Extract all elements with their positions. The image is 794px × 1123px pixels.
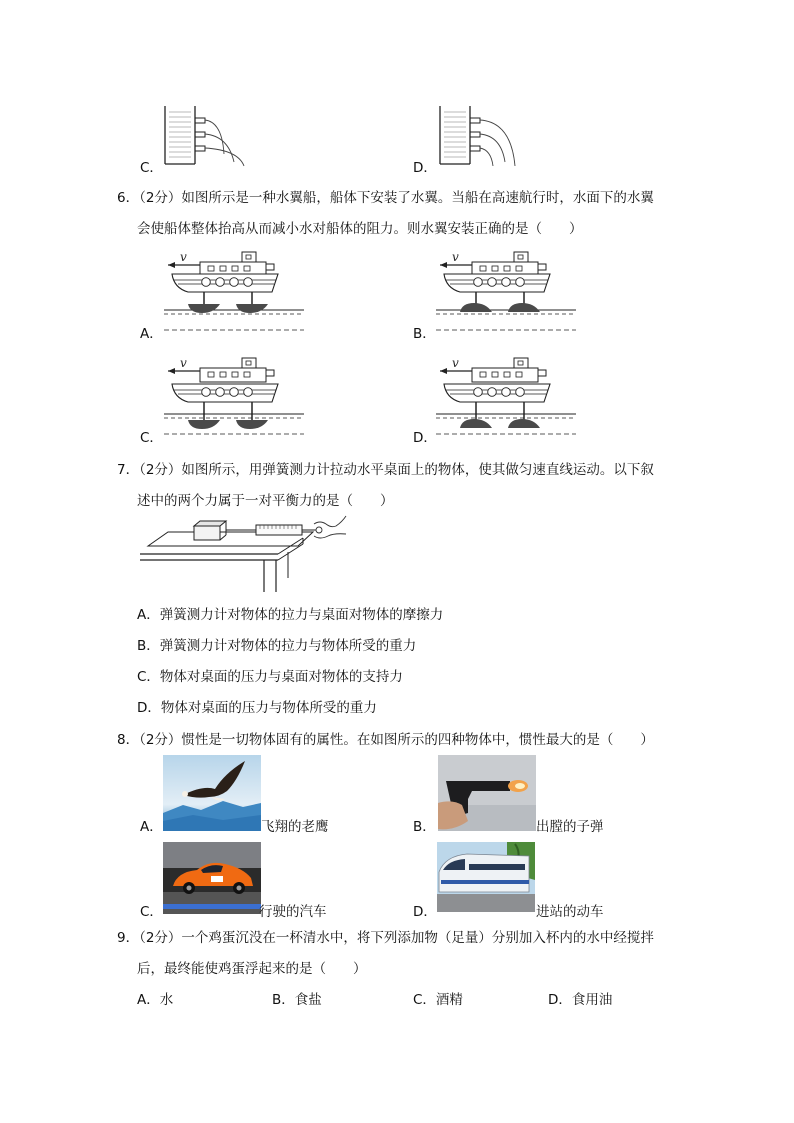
q9-choice-d: D．食用油 xyxy=(548,992,613,1008)
velocity-symbol: v xyxy=(180,250,187,264)
q8-stem-line1: 8．（2分）惯性是一切物体固有的属性。在如图所示的四种物体中，惯性最大的是（ ） xyxy=(117,732,654,748)
q6-option-d-label: D． xyxy=(413,430,437,446)
q9-choice-b: B．食盐 xyxy=(272,992,322,1008)
q7-choice-c: C．物体对桌面的压力与桌面对物体的支持力 xyxy=(137,669,403,685)
q8-option-b-label: B． xyxy=(413,819,436,835)
q8-eagle-photo xyxy=(163,755,261,831)
q5-option-c-container-figure xyxy=(160,104,250,170)
q9-choice-c: C．酒精 xyxy=(413,992,463,1008)
q6-option-c-label: C． xyxy=(140,430,163,446)
velocity-symbol: v xyxy=(452,356,459,370)
q6-stem-line2: 会使船体整体抬高从而减小水对船体的阻力。则水翼安装正确的是（ ） xyxy=(137,221,583,237)
q5-option-d-label: D． xyxy=(413,160,437,176)
q6-option-a-hydrofoil-figure xyxy=(160,248,310,332)
q6-stem-line1: 6．（2分）如图所示是一种水翼船，船体下安装了水翼。当船在高速航行时，水面下的水翼 xyxy=(117,190,654,206)
q7-stem-line1: 7．（2分）如图所示，用弹簧测力计拉动水平桌面上的物体，使其做匀速直线运动。以下叙 xyxy=(117,462,654,478)
q6-option-a-label: A． xyxy=(140,326,163,342)
q7-choice-b: B．弹簧测力计对物体的拉力与物体所受的重力 xyxy=(137,638,417,654)
q8-bullet-photo xyxy=(438,755,536,831)
q7-spring-scale-figure xyxy=(138,512,348,594)
q8-train-photo xyxy=(437,842,535,912)
q7-stem-line2: 述中的两个力属于一对平衡力的是（ ） xyxy=(137,493,394,509)
q6-option-c-hydrofoil-figure xyxy=(160,354,310,438)
q9-choice-a: A．水 xyxy=(137,992,174,1008)
q9-stem-line1: 9．（2分）一个鸡蛋沉没在一杯清水中，将下列添加物（足量）分别加入杯内的水中经搅拌 xyxy=(117,930,654,946)
q8-car-photo xyxy=(163,842,261,914)
q7-choice-a: A．弹簧测力计对物体的拉力与桌面对物体的摩擦力 xyxy=(137,607,444,623)
q8-caption-a: 飞翔的老鹰 xyxy=(261,819,329,835)
q8-option-a-label: A． xyxy=(140,819,163,835)
q5-option-c-label: C． xyxy=(140,160,163,176)
q6-option-b-label: B． xyxy=(413,326,436,342)
q8-caption-b: 出膛的子弹 xyxy=(536,819,604,835)
q8-option-d-label: D． xyxy=(413,904,437,920)
q9-stem-line2: 后，最终能使鸡蛋浮起来的是（ ） xyxy=(137,961,367,977)
q7-choice-d: D．物体对桌面的压力与物体所受的重力 xyxy=(137,700,377,716)
q6-option-d-hydrofoil-figure xyxy=(432,354,582,438)
q8-caption-d: 进站的动车 xyxy=(536,904,604,920)
q6-option-b-hydrofoil-figure xyxy=(432,248,582,332)
q8-caption-c: 行驶的汽车 xyxy=(259,904,327,920)
velocity-symbol: v xyxy=(452,250,459,264)
velocity-symbol: v xyxy=(180,356,187,370)
q8-option-c-label: C． xyxy=(140,904,163,920)
q5-option-d-container-figure xyxy=(435,104,525,170)
